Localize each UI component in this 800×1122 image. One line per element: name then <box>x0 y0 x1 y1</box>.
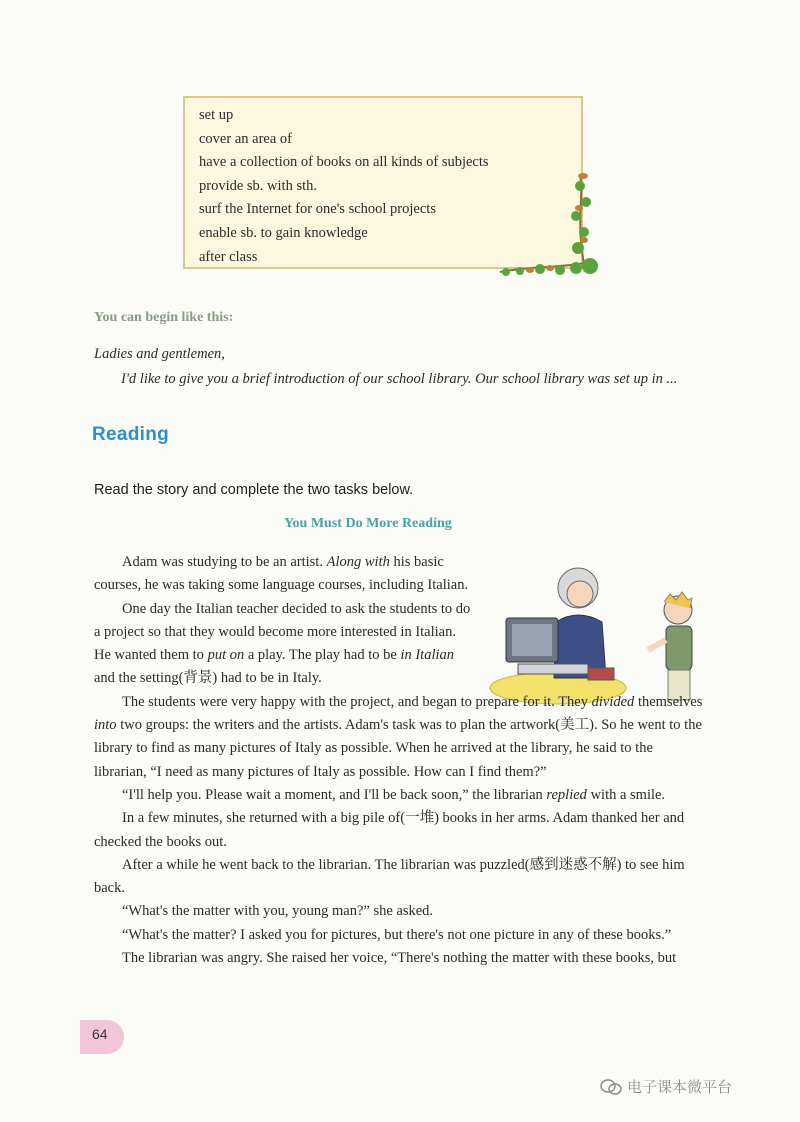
story-paragraph: “I'll help you. Please wait a moment, and I'll be back soon,” the librarian replied with a smile. <box>122 786 666 803</box>
instruction: Read the story and complete the two tasks below. <box>94 482 414 498</box>
phrase-item: after class <box>199 248 258 265</box>
section-title: Reading <box>92 424 170 445</box>
phrase-item: have a collection of books on all kinds of subjects <box>199 154 489 171</box>
phrase-item: cover an area of <box>199 130 292 147</box>
story-paragraph: The librarian was angry. She raised her voice, “There's nothing the matter with these books, but <box>122 950 677 967</box>
phrase-item: enable sb. to gain knowledge <box>199 224 368 241</box>
story-paragraph: One day the Italian teacher decided to ask the students to do a project so that they would become more interested in Italian. He wanted them to put on a play. The play had to be in Italian and the setting(背景) had to be in Italy. <box>94 600 471 687</box>
watermark <box>600 1076 732 1097</box>
story-paragraph: “What's the matter with you, young man?” she asked. <box>122 903 434 920</box>
phrase-item: surf the Internet for one's school projects <box>199 201 436 218</box>
story-paragraph: In a few minutes, she returned with a big pile of(一堆) books in her arms. Adam thanked her and checked the books out. <box>94 810 685 850</box>
watermark-text: 电子课本微平台 <box>627 1078 733 1096</box>
phrase-item: provide sb. with sth. <box>199 177 318 194</box>
story-body <box>94 551 708 970</box>
begin-label: You can begin like this: <box>94 310 234 325</box>
vine-decoration-icon <box>480 168 604 280</box>
phrase-list <box>199 104 489 269</box>
story-paragraph: After a while he went back to the librarian. The librarian was puzzled(感到迷惑不解) to see him back. <box>94 856 685 897</box>
intro-salute: Ladies and gentlemen, <box>94 346 225 362</box>
story-title: You Must Do More Reading <box>284 516 452 531</box>
story-paragraph: Adam was studying to be an artist. Along with his basic courses, he was taking some language courses, including Italian. <box>94 554 469 594</box>
story-paragraph: “What's the matter? I asked you for pictures, but there's not one picture in any of these books.” <box>122 926 672 943</box>
phrase-item: set up <box>199 107 234 123</box>
page-number: 64 <box>92 1026 108 1042</box>
intro-line: I'd like to give you a brief introduction of our school library. Our school library was set up in ... <box>121 371 678 387</box>
story-paragraph: The students were very happy with the project, and began to prepare for it. They divided themselves into two groups: the writers and the artists. Adam's task was to plan the artwork(美工). So he went to the library to find as many pictures of Italy as possible. When he arrived at the library, he said to the librarian, “I need as many pictures of Italy as possible. How can I find them?” <box>94 693 703 780</box>
wechat-icon <box>600 1078 622 1096</box>
